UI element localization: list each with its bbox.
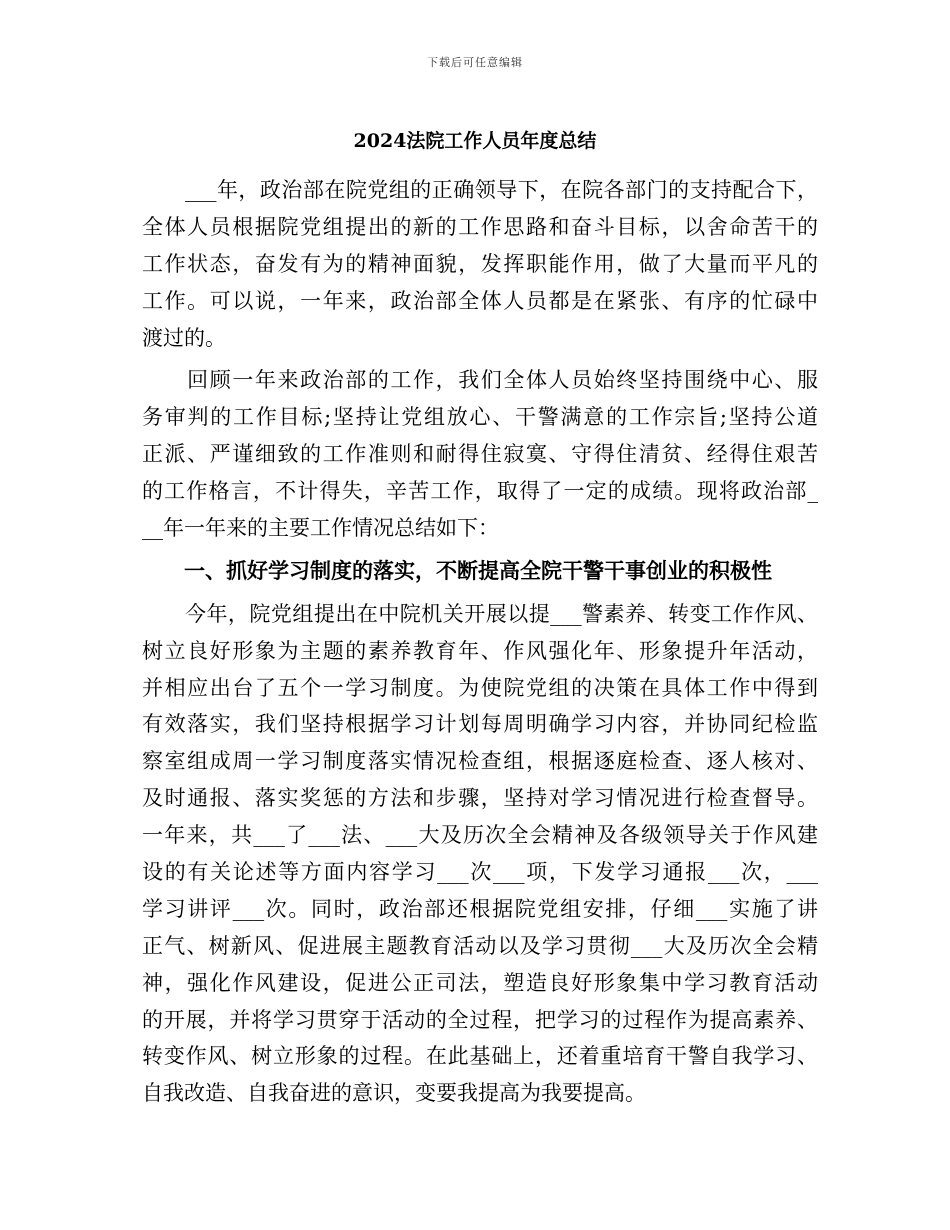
text-line: 正派、严谨细致的工作准则和耐得住寂寞、守得住清贫、经得住艰苦 [142,442,818,467]
text-line: __年一年来的主要工作情况总结如下： [142,516,499,541]
text-line: 今年，院党组提出在中院机关开展以提___警素养、转变工作作风、 [142,601,818,626]
text-line: 神，强化作风建设，促进公正司法，塑造良好形象集中学习教育活动 [142,970,818,995]
text-line: 察室组成周一学习制度落实情况检查组，根据逐庭检查、逐人核对、 [142,749,818,774]
document-body [142,172,818,1112]
text-line: 工作。可以说，一年来，政治部全体人员都是在紧张、有序的忙碌中 [142,288,818,313]
text-line: 务审判的工作目标;坚持让党组放心、干警满意的工作宗旨;坚持公道 [142,405,818,430]
text-line: 有效落实，我们坚持根据学习计划每周明确学习内容，并协同纪检监 [142,712,818,737]
text-line: 渡过的。 [142,325,226,350]
section-heading: 一、抓好学习制度的落实，不断提高全院干警干事创业的积极性 [142,557,772,583]
text-line: 学习讲评___次。同时，政治部还根据院党组安排，仔细___实施了讲 [142,896,818,921]
document-title: 2024法院工作人员年度总结 [353,130,597,152]
text-line: 的开展，并将学习贯穿于活动的全过程，把学习的过程作为提高素养、 [142,1007,818,1032]
header-note: 下载后可任意编辑 [427,56,523,69]
paragraph-study [142,596,818,1112]
text-line: 正气、树新风、促进展主题教育活动以及学习贯彻___大及历次全会精 [142,933,818,958]
text-line: 及时通报、落实奖惩的方法和步骤，坚持对学习情况进行检查督导。 [142,786,818,811]
text-line: 树立良好形象为主题的素养教育年、作风强化年、形象提升年活动， [142,638,818,663]
text-line: 设的有关论述等方面内容学习___次___项，下发学习通报___次，___ [142,860,818,885]
text-line: 全体人员根据院党组提出的新的工作思路和奋斗目标，以舍命苦干的 [142,214,818,239]
text-line: 转变作风、树立形象的过程。在此基础上，还着重培育干警自我学习、 [142,1044,818,1069]
paragraph-intro [142,172,818,356]
text-line: 一年来，共___了___法、___大及历次全会精神及各级领导关于作风建 [142,823,818,848]
text-line: 的工作格言，不计得失，辛苦工作，取得了一定的成绩。现将政治部_ [142,479,818,504]
text-line: 工作状态，奋发有为的精神面貌，发挥职能作用，做了大量而平凡的 [142,251,818,276]
text-line: ___年，政治部在院党组的正确领导下，在院各部门的支持配合下， [142,178,818,202]
text-line: 自我改造、自我奋进的意识，变要我提高为我要提高。 [142,1081,646,1106]
text-line: 并相应出台了五个一学习制度。为使院党组的决策在具体工作中得到 [142,675,818,700]
text-line: 回顾一年来政治部的工作，我们全体人员始终坚持围绕中心、服 [142,368,818,393]
paragraph-review [142,362,818,546]
